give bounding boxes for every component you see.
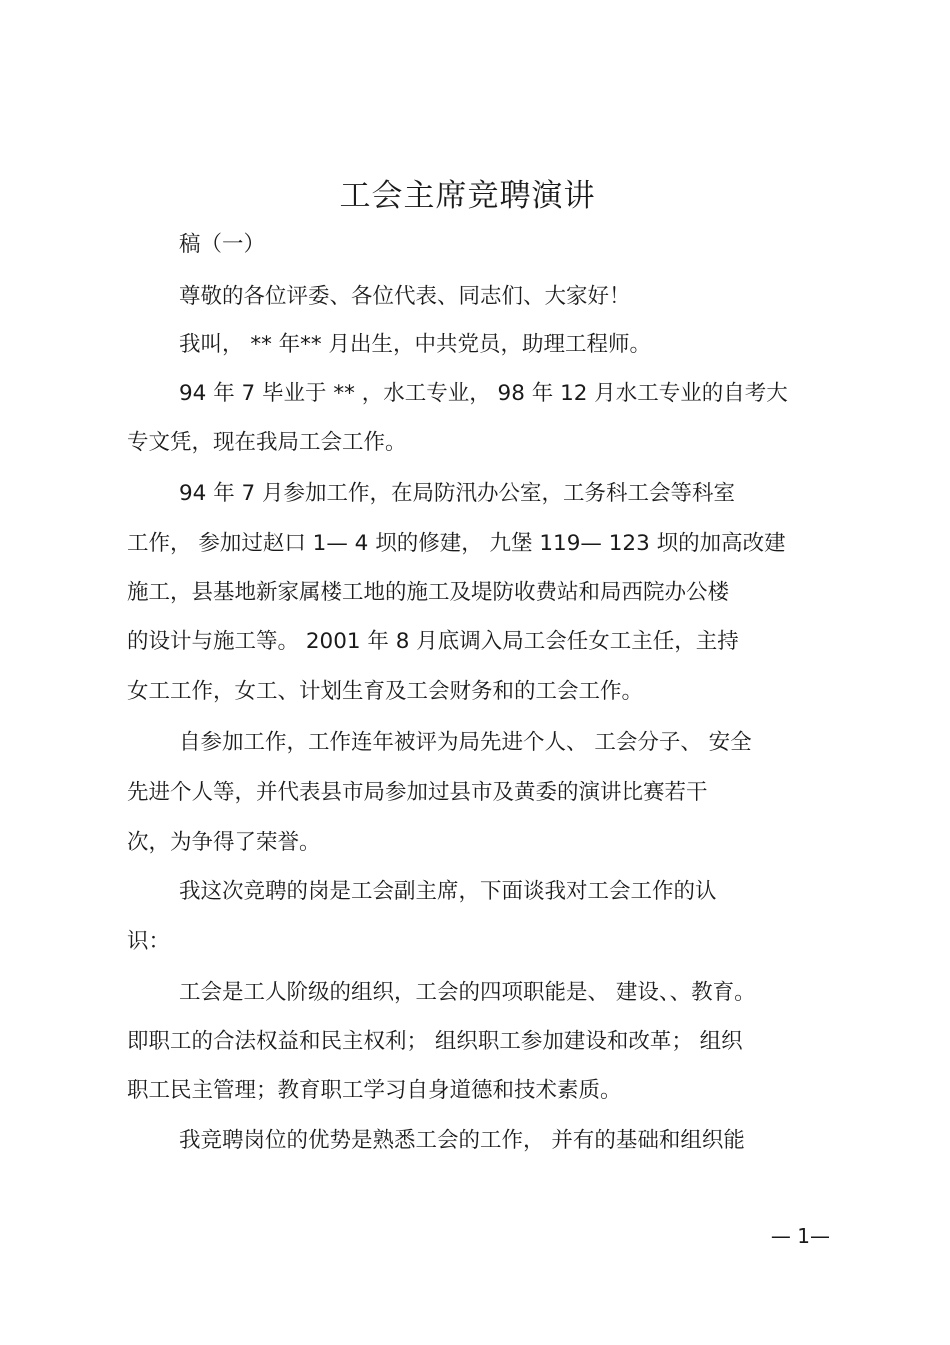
greeting-line: 尊敬的各位评委、各位代表、同志们、大家好！ [179, 284, 631, 309]
paragraph-line: 女工工作，女工、计划生育及工会财务和的工会工作。 [127, 679, 644, 704]
paragraph-line: 识： [127, 929, 171, 954]
paragraph-line: 我竞聘岗位的优势是熟悉工会的工作， 并有的基础和组织能 [179, 1128, 745, 1153]
paragraph-line: 次，为争得了荣誉。 [127, 830, 321, 855]
paragraph-line: 即职工的合法权益和民主权利； 组织职工参加建设和改革； 组织 [127, 1029, 743, 1054]
paragraph-line: 的设计与施工等。 2001 年 8 月底调入局工会任女工主任，主持 [127, 629, 739, 654]
paragraph-line: 施工，县基地新家属楼工地的施工及堤防收费站和局西院办公楼 [127, 580, 730, 605]
paragraph-line: 专文凭，现在我局工会工作。 [127, 430, 407, 455]
paragraph-line: 先进个人等，并代表县市局参加过县市及黄委的演讲比赛若干 [127, 780, 708, 805]
paragraph-line: 94 年 7 毕业于 ** ，水工专业， 98 年 12 月水工专业的自考大 [179, 381, 788, 406]
paragraph-line: 职工民主管理；教育职工学习自身道德和技术素质。 [127, 1078, 622, 1103]
document-title: 工会主席竞聘演讲 [339, 178, 596, 214]
paragraph-line: 工作， 参加过赵口 1— 4 坝的修建， 九堡 119— 123 坝的加高改建 [127, 531, 786, 556]
paragraph-line: 自参加工作，工作连年被评为局先进个人、 工会分子、 安全 [179, 730, 752, 755]
paragraph-line: 工会是工人阶级的组织，工会的四项职能是、 建设、、教育。 [179, 980, 756, 1005]
page-number: — 1— [770, 1224, 830, 1248]
paragraph-line: 94 年 7 月参加工作，在局防汛办公室，工务科工会等科室 [179, 481, 736, 506]
paragraph-line: 我这次竞聘的岗是工会副主席，下面谈我对工会工作的认 [179, 879, 717, 904]
paragraph-line: 我叫， ** 年** 月出生，中共党员，助理工程师。 [179, 332, 652, 357]
subtitle-line: 稿（一） [179, 232, 266, 257]
